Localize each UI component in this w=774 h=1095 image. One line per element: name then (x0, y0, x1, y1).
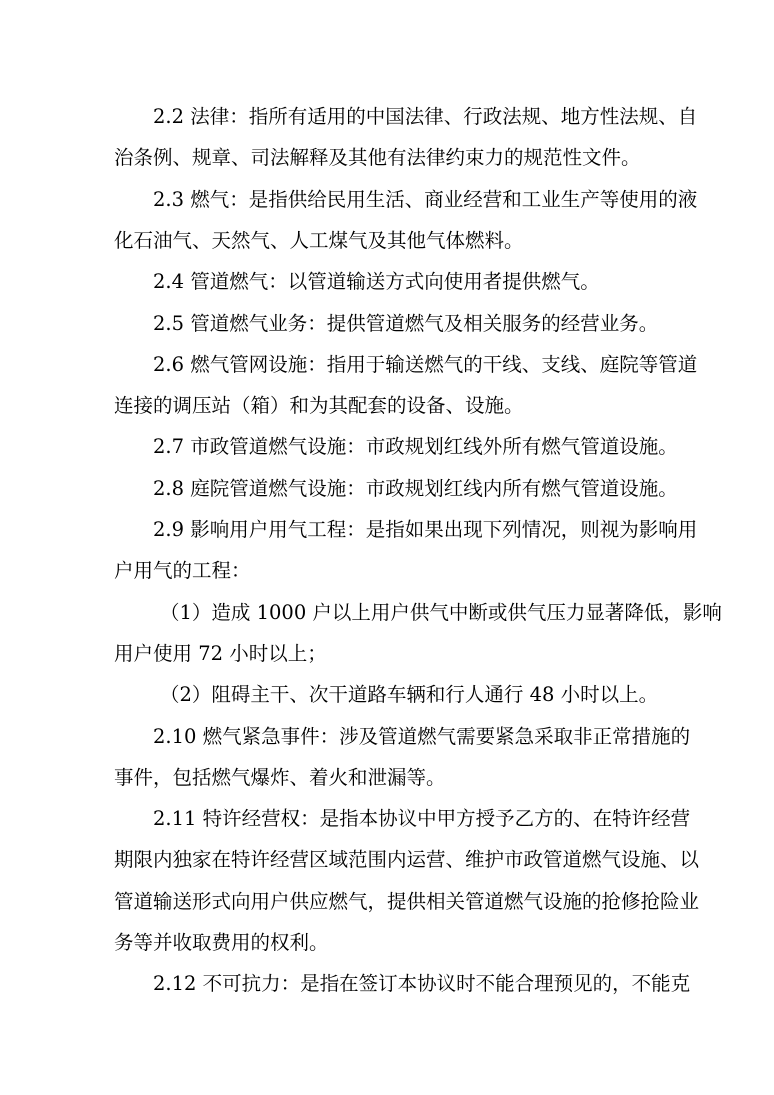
text-line: 2.9 影响用户用气工程：是指如果出现下列情况，则视为影响用 (153, 518, 698, 541)
text-line: （2）阻碍主干、次干道路车辆和行人通行 48 小时以上。 (160, 683, 659, 706)
text-line: 务等并收取费用的权利。 (114, 931, 329, 954)
text-line: 户用气的工程： (114, 559, 251, 582)
text-line: 2.6 燃气管网设施：指用于输送燃气的干线、支线、庭院等管道 (153, 353, 698, 376)
text-line: 化石油气、天然气、人工煤气及其他气体燃料。 (114, 229, 524, 252)
text-line: 连接的调压站（箱）和为其配套的设备、设施。 (114, 394, 524, 417)
text-line: 2.4 管道燃气：以管道输送方式向使用者提供燃气。 (153, 270, 600, 293)
text-line: 事件，包括燃气爆炸、着火和泄漏等。 (114, 766, 446, 789)
text-line: 2.8 庭院管道燃气设施：市政规划红线内所有燃气管道设施。 (153, 477, 678, 500)
text-line: 2.7 市政管道燃气设施：市政规划红线外所有燃气管道设施。 (153, 435, 678, 458)
text-line: 2.10 燃气紧急事件：涉及管道燃气需要紧急采取非正常措施的 (153, 725, 691, 748)
text-line: （1）造成 1000 户以上用户供气中断或供气压力显著降低，影响 (160, 601, 722, 624)
text-line: 管道输送形式向用户供应燃气，提供相关管道燃气设施的抢修抢险业 (114, 890, 700, 913)
text-line: 2.5 管道燃气业务：提供管道燃气及相关服务的经营业务。 (153, 312, 659, 335)
text-line: 2.3 燃气：是指供给民用生活、商业经营和工业生产等使用的液 (153, 188, 698, 211)
text-line: 2.11 特许经营权：是指本协议中甲方授予乙方的、在特许经营 (153, 807, 691, 830)
text-line: 用户使用 72 小时以上； (114, 642, 327, 665)
text-line: 治条例、规章、司法解释及其他有法律约束力的规范性文件。 (114, 146, 641, 169)
text-line: 2.12 不可抗力：是指在签订本协议时不能合理预见的，不能克 (153, 972, 691, 995)
text-line: 2.2 法律：指所有适用的中国法律、行政法规、地方性法规、自 (153, 105, 698, 128)
text-line: 期限内独家在特许经营区域范围内运营、维护市政管道燃气设施、以 (114, 848, 700, 871)
